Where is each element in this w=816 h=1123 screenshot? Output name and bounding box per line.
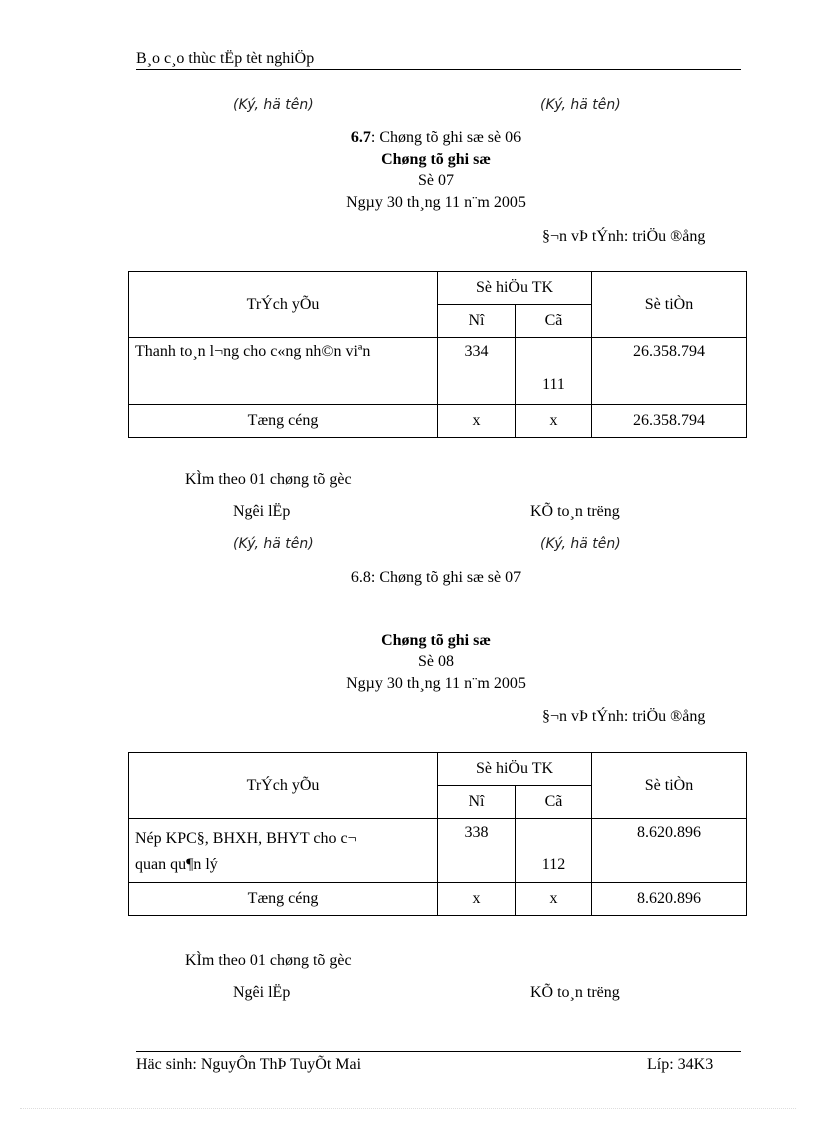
col-header-summary: TrÝch yÕu [129, 753, 438, 819]
row-amount: 26.358.794 [592, 338, 747, 405]
section1-caption-rest: : Chøng tõ ghi sæ sè 06 [370, 129, 522, 146]
section2-attached-note: KÌm theo 01 chøng tõ gèc [185, 952, 352, 969]
total-amount: 8.620.896 [592, 883, 747, 916]
total-debit: x [438, 883, 516, 916]
section2-unit: §¬n vÞ tÝnh: triÖu ®ång [542, 708, 706, 725]
section1-title: Chøng tõ ghi sæ [381, 151, 491, 168]
footer-rule [136, 1051, 741, 1052]
section1-date: Ngµy 30 th¸ng 11 n¨m 2005 [346, 194, 526, 211]
col-header-credit: Cã [516, 305, 592, 338]
col-header-account: Sè hiÖu TK [438, 272, 592, 305]
row-amount: 8.620.896 [592, 819, 747, 883]
section1-ledger-table [128, 271, 747, 438]
total-row [129, 883, 747, 916]
section1-unit: §¬n vÞ tÝnh: triÖu ®ång [542, 228, 706, 245]
section1-number: Sè 07 [418, 172, 454, 189]
table-row [129, 338, 747, 405]
row-credit-account: 111 [516, 338, 592, 405]
col-header-credit: Cã [516, 786, 592, 819]
page-header-title: B¸o c¸o thùc tËp tèt nghiÖp [136, 50, 315, 67]
section1-caption [236, 129, 636, 147]
table-row [129, 819, 747, 883]
section2-caption: 6.8: Chøng tõ ghi sæ sè 07 [350, 569, 522, 586]
col-header-amount: Sè tiÒn [592, 272, 747, 338]
total-debit: x [438, 405, 516, 438]
row-debit-account: 334 [438, 338, 516, 405]
section1-sign-left: (Ký, hä tên) [233, 536, 314, 552]
row-description-line2: quan qu¶n lý [135, 856, 218, 873]
total-credit: x [516, 883, 592, 916]
total-row [129, 405, 747, 438]
section2-number: Sè 08 [418, 653, 454, 670]
footer-class: Líp: 34K3 [647, 1056, 714, 1073]
row-description: Thanh to¸n l¬ng cho c«ng nh©n viªn [129, 338, 438, 405]
section2-title: Chøng tõ ghi sæ [381, 632, 491, 649]
header-rule [136, 69, 741, 70]
row-description-line1: Nép KPC§, BHXH, BHYT cho c¬ [135, 830, 357, 847]
row-description [129, 819, 438, 883]
section1-caption-prefix: 6.7 [350, 129, 371, 146]
col-header-debit: Nî [438, 305, 516, 338]
section2-ledger-table [128, 752, 747, 916]
total-label: Tæng céng [129, 883, 438, 916]
section1-maker-label: Ngêi lËp [233, 503, 291, 520]
page-bottom-divider [20, 1108, 796, 1109]
section2-maker-label: Ngêi lËp [233, 984, 291, 1001]
sign-placeholder-right: (Ký, hä tên) [540, 97, 621, 113]
row-credit-account: 112 [516, 819, 592, 883]
section2-accountant-label: KÕ to¸n trëng [530, 984, 620, 1001]
section1-attached-note: KÌm theo 01 chøng tõ gèc [185, 471, 352, 488]
col-header-summary: TrÝch yÕu [129, 272, 438, 338]
col-header-amount: Sè tiÒn [592, 753, 747, 819]
sign-placeholder-left: (Ký, hä tên) [233, 97, 314, 113]
col-header-debit: Nî [438, 786, 516, 819]
total-credit: x [516, 405, 592, 438]
total-label: Tæng céng [129, 405, 438, 438]
col-header-account: Sè hiÖu TK [438, 753, 592, 786]
footer-student: Häc sinh: NguyÔn ThÞ TuyÕt Mai [136, 1056, 362, 1073]
section2-date: Ngµy 30 th¸ng 11 n¨m 2005 [346, 675, 526, 692]
row-debit-account: 338 [438, 819, 516, 883]
section1-sign-right: (Ký, hä tên) [540, 536, 621, 552]
section1-accountant-label: KÕ to¸n trëng [530, 503, 620, 520]
total-amount: 26.358.794 [592, 405, 747, 438]
